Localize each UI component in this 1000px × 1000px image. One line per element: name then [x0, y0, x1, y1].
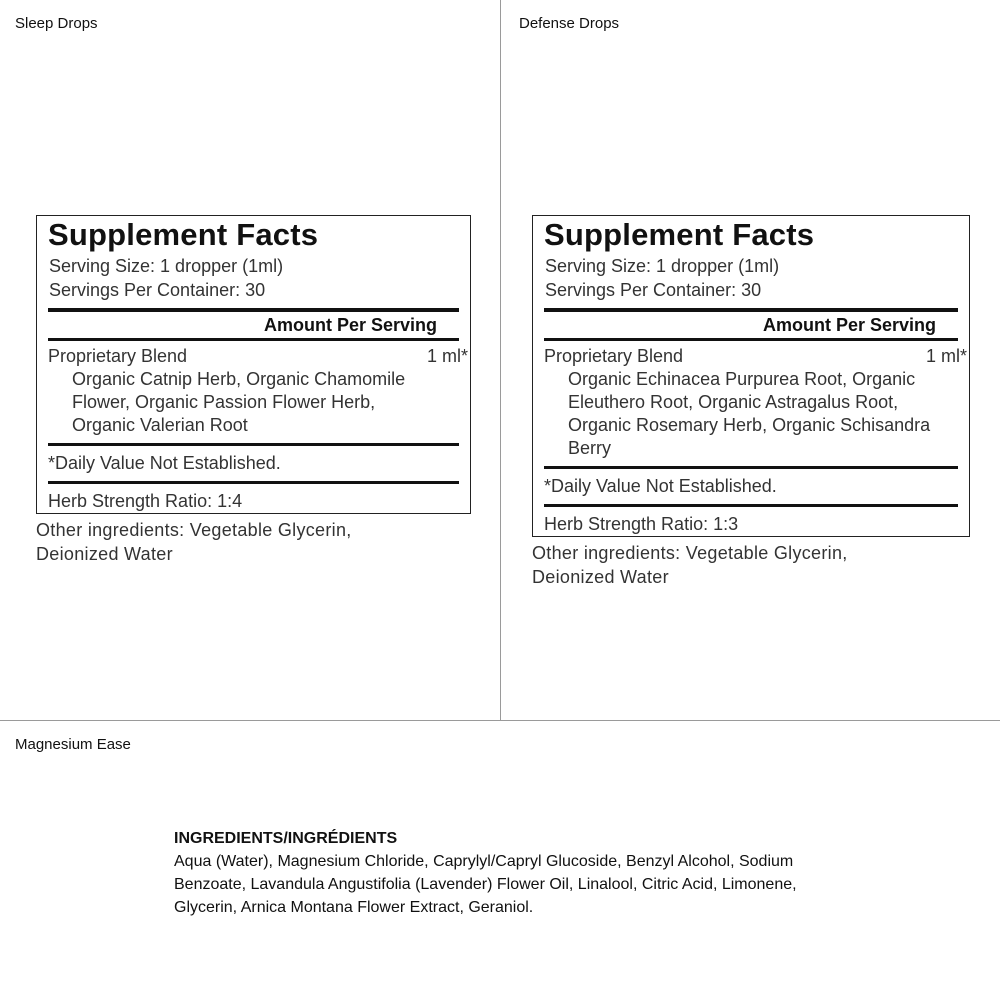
supplement-facts-title: Supplement Facts: [48, 217, 319, 252]
herb-strength-ratio: Herb Strength Ratio: 1:3: [544, 514, 739, 534]
daily-value-note: *Daily Value Not Established.: [48, 453, 281, 473]
sleep-other-ingredients: [36, 518, 352, 566]
blend-amount: 1 ml*: [925, 346, 967, 366]
amount-per-serving-header: Amount Per Serving: [263, 315, 437, 335]
blend-label: Proprietary Blend: [544, 346, 684, 366]
sleep-drops-panel-title: Sleep Drops: [15, 15, 98, 32]
magnesium-ease-panel-title: Magnesium Ease: [15, 736, 131, 753]
serving-size: Serving Size: 1 dropper (1ml): [545, 256, 780, 276]
defense-drops-panel-title: Defense Drops: [519, 15, 620, 32]
other-ingredients-line: Other ingredients: Vegetable Glycerin,: [532, 543, 848, 563]
medium-rule: [48, 338, 459, 341]
magnesium-ingredients-block: [174, 828, 824, 919]
defense-supplement-facts-box: [532, 215, 970, 537]
other-ingredients-line: Deionized Water: [36, 544, 173, 564]
vertical-divider: [500, 0, 501, 720]
other-ingredients-line: Other ingredients: Vegetable Glycerin,: [36, 520, 352, 540]
blend-ingredients: Organic Catnip Herb, Organic Chamomile Flower, Organic Passion Flower Herb, Organic Valerian Root: [72, 369, 406, 435]
serving-size: Serving Size: 1 dropper (1ml): [49, 256, 284, 276]
amount-per-serving-header: Amount Per Serving: [762, 315, 936, 335]
other-ingredients-line: Deionized Water: [532, 567, 669, 587]
supplement-facts-title: Supplement Facts: [544, 217, 815, 252]
daily-value-note: *Daily Value Not Established.: [544, 476, 777, 496]
herb-strength-ratio: Herb Strength Ratio: 1:4: [48, 491, 243, 511]
ingredients-text: Aqua (Water), Magnesium Chloride, Caprylyl/Capryl Glucoside, Benzyl Alcohol, Sodium Benzoate, Lavandula Angustifolia (Lavender) Flower Oil, Linalool, Citric Acid, Limonene, Glycerin, Arnica Montana Flower Extract, Geraniol.: [174, 853, 797, 916]
sleep-supplement-facts-box: [36, 215, 471, 514]
blend-amount: 1 ml*: [426, 346, 468, 366]
defense-other-ingredients: [532, 541, 848, 589]
ingredients-heading: INGREDIENTS/INGRÉDIENTS: [174, 830, 398, 847]
servings-per-container: Servings Per Container: 30: [545, 280, 762, 300]
medium-rule: [544, 338, 958, 341]
proprietary-blend-row: [544, 345, 967, 368]
blend-ingredients: Organic Echinacea Purpurea Root, Organic Eleuthero Root, Organic Astragalus Root, Organic Rosemary Herb, Organic Schisandra Berry: [568, 369, 931, 458]
proprietary-blend-row: [48, 345, 468, 368]
servings-per-container: Servings Per Container: 30: [49, 280, 266, 300]
horizontal-divider: [0, 720, 1000, 721]
blend-label: Proprietary Blend: [48, 346, 188, 366]
